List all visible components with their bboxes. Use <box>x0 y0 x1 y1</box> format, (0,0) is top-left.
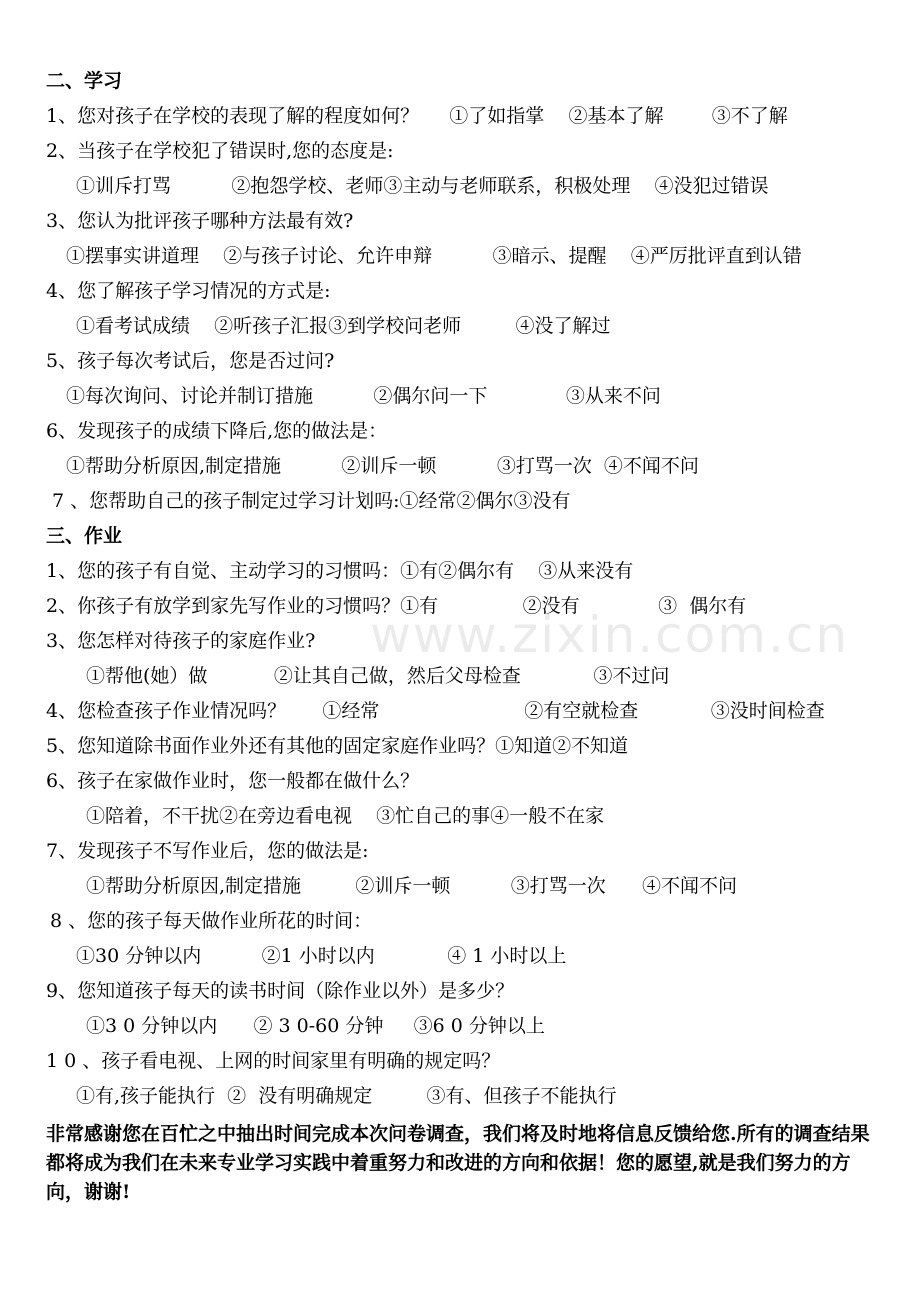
homework-question-2: 2、你孩子有放学到家先写作业的习惯吗？①有 ②没有 ③ 偶尔有 <box>46 595 747 617</box>
watermark: www.zixin.com.cn <box>370 606 850 664</box>
homework-question-4: 4、您检查孩子作业情况吗？ ①经常 ②有空就检查 ③没时间检查 <box>46 700 825 722</box>
learning-question-1: 1、您对孩子在学校的表现了解的程度如何？ ①了如指掌 ②基本了解 ③不了解 <box>46 105 788 127</box>
homework-question-9: 9、您知道孩子每天的读书时间（除作业以外）是多少？ <box>46 980 515 1002</box>
closing-note <box>46 1120 880 1207</box>
learning-question-6-options: ①帮助分析原因,制定措施 ②训斥一顿 ③打骂一次 ④不闻不问 <box>66 455 699 477</box>
homework-question-10-options: ①有,孩子能执行 ② 没有明确规定 ③有、但孩子不能执行 <box>76 1085 617 1107</box>
learning-question-5: 5、孩子每次考试后，您是否过问? <box>46 350 335 372</box>
homework-question-9-options: ①3 0 分钟以内 ② 3 0-60 分钟 ③6 0 分钟以上 <box>86 1015 545 1037</box>
homework-question-5: 5、您知道除书面作业外还有其他的固定家庭作业吗？①知道②不知道 <box>46 735 629 757</box>
learning-question-2: 2、当孩子在学校犯了错误时,您的态度是: <box>46 140 394 162</box>
homework-question-7-options: ①帮助分析原因,制定措施 ②训斥一顿 ③打骂一次 ④不闻不问 <box>86 875 738 897</box>
learning-question-5-options: ①每次询问、讨论并制订措施 ②偶尔问一下 ③从来不问 <box>66 385 661 407</box>
learning-question-7: 7 、您帮助自己的孩子制定过学习计划吗:①经常②偶尔③没有 <box>52 490 571 512</box>
homework-question-8: 8 、您的孩子每天做作业所花的时间： <box>50 910 373 932</box>
homework-question-10: 1 0 、孩子看电视、上网的时间家里有明确的规定吗？ <box>46 1050 501 1072</box>
section-heading-learning: 二、学习 <box>46 70 123 92</box>
learning-question-4: 4、您了解孩子学习情况的方式是: <box>46 280 331 302</box>
homework-question-7: 7、发现孩子不写作业后，您的做法是: <box>46 840 369 862</box>
section-heading-homework: 三、作业 <box>46 525 123 547</box>
learning-question-3: 3、您认为批评孩子哪种方法最有效? <box>46 210 354 232</box>
homework-question-3-options: ①帮他(她）做 ②让其自己做，然后父母检查 ③不过问 <box>86 665 670 687</box>
closing-text: 非常感谢您在百忙之中抽出时间完成本次问卷调查，我们将及时地将信息反馈给您.所有的调查结果都将成为我们在未来专业学习实践中着重努力和改进的方向和依据！您的愿望,就是我们努力的方向，谢谢! <box>46 1123 870 1203</box>
homework-question-8-options: ①30 分钟以内 ②1 小时以内 ④ 1 小时以上 <box>76 945 567 967</box>
homework-question-1: 1、您的孩子有自觉、主动学习的习惯吗：①有②偶尔有 ③从来没有 <box>46 560 634 582</box>
learning-question-2-options: ①训斥打骂 ②抱怨学校、老师③主动与老师联系，积极处理 ④没犯过错误 <box>76 175 769 197</box>
homework-question-6-options: ①陪着，不干扰②在旁边看电视 ③忙自己的事④一般不在家 <box>86 805 605 827</box>
learning-question-3-options: ①摆事实讲道理 ②与孩子讨论、允许申辩 ③暗示、提醒 ④严厉批评直到认错 <box>66 245 802 267</box>
learning-question-4-options: ①看考试成绩 ②听孩子汇报③到学校问老师 ④没了解过 <box>76 315 611 337</box>
learning-question-6: 6、发现孩子的成绩下降后,您的做法是： <box>46 420 388 442</box>
homework-question-3: 3、您怎样对待孩子的家庭作业? <box>46 630 316 652</box>
homework-question-6: 6、孩子在家做作业时，您一般都在做什么？ <box>46 770 420 792</box>
